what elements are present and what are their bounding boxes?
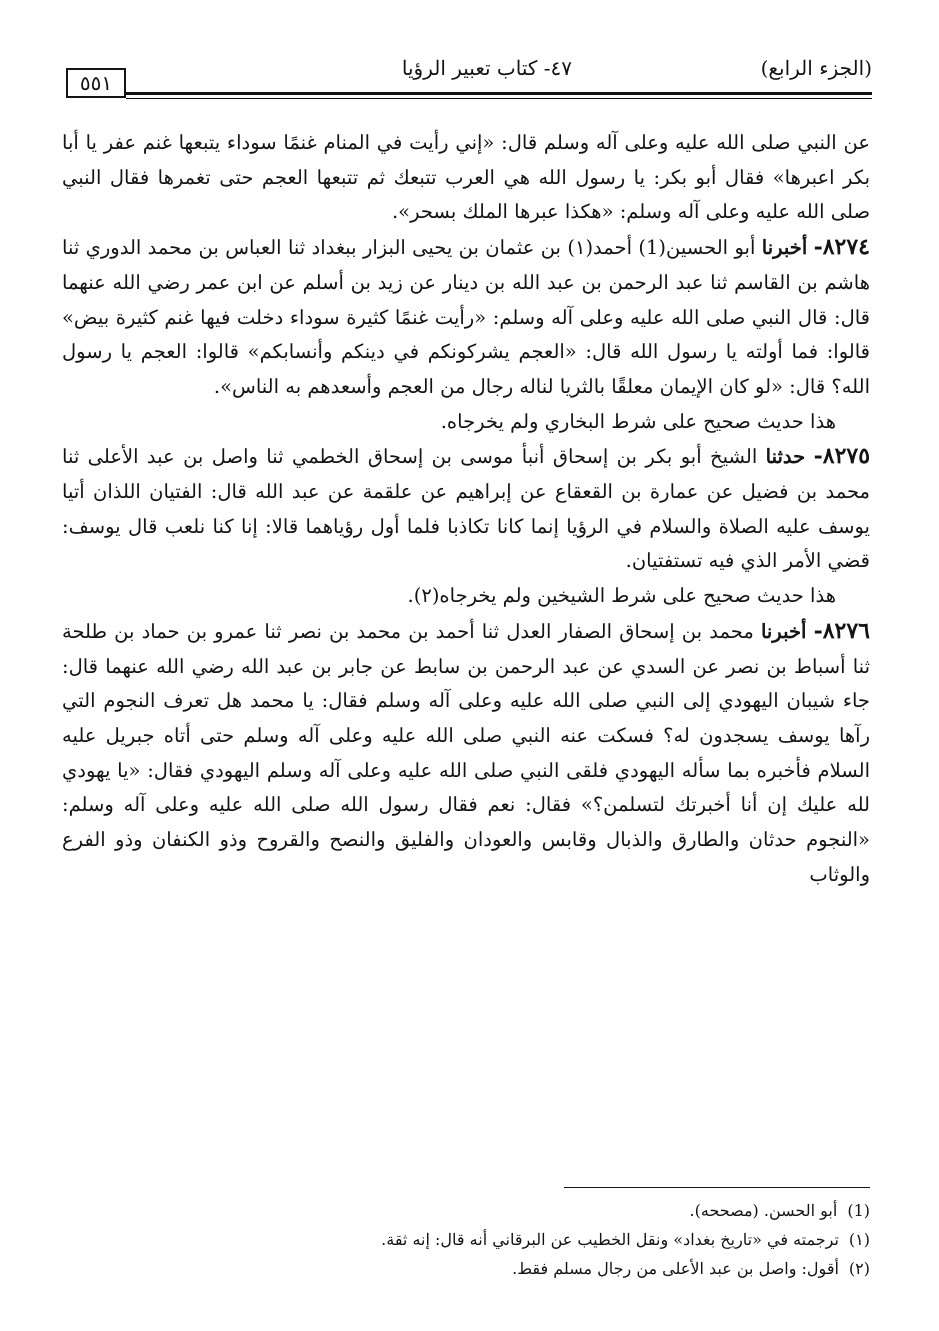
footnote-marker: (1) bbox=[847, 1201, 870, 1220]
footnote-2 bbox=[100, 1225, 870, 1254]
page-number-box bbox=[66, 68, 126, 98]
footnote-separator bbox=[564, 1187, 870, 1188]
header-book-title: ٤٧- كتاب تعبير الرؤيا bbox=[401, 56, 572, 80]
hadith-text: الشيخ أبو بكر بن إسحاق أنبأ موسى بن إسحاق الخطمي ثنا واصل بن عبد الأعلى ثنا محمد بن فضيل عن عمارة بن القعقاع عن إبراهيم عن علقمة عن عبد الله قال: الفتيان اللذان أتيا يوسف عليه الصلاة والسلام في الرؤيا إنما كانا تكاذبا فلما أول رؤياهما قالا: إنا كنا نلعب قال يوسف: قضي الأمر الذي فيه تستفتيان. bbox=[62, 445, 870, 573]
hadith-number: ٨٢٧٥- bbox=[813, 443, 871, 470]
hadith-text: أبو الحسين(1) أحمد(١) بن عثمان بن يحيى البزار ببغداد ثنا العباس بن محمد الدوري ثنا هاشم بن القاسم ثنا عبد الرحمن بن عبد الله بن دينار عن زيد بن أسلم عن ابن عمر رضي الله عنهما قال: قال النبي صلى الله عليه وعلى آله وسلم: «رأيت غنمًا كثيرة سوداء دخلت فيها غنم كثيرة بيض» قالوا: فما أولته يا رسول الله قال: «العجم يشركونكم في دينكم وأنسابكم» قالوا: العجم يا رسول الله؟ قال: «لو كان الإيمان معلقًا بالثريا لناله رجال من العجم وأسعدهم به الناس». bbox=[62, 236, 870, 398]
footnote-text: ترجمته في «تاريخ بغداد» ونقل الخطيب عن البرقاني أنه قال: إنه ثقة. bbox=[381, 1230, 839, 1249]
header-part-label: (الجزء الرابع) bbox=[760, 56, 872, 80]
header-rule-thin bbox=[126, 98, 872, 99]
hadith-number: ٨٢٧٤- bbox=[813, 234, 870, 261]
hadith-keyword: أخبرنا bbox=[761, 236, 808, 260]
footnote-marker: (١) bbox=[848, 1230, 870, 1249]
hadith-number: ٨٢٧٦- bbox=[813, 617, 870, 644]
hadith-8276 bbox=[62, 614, 870, 893]
page-number: ٥٥١ bbox=[79, 71, 113, 95]
footnote-3 bbox=[100, 1254, 870, 1283]
paragraph-continuation: عن النبي صلى الله عليه وعلى آله وسلم قال: «إني رأيت في المنام غنمًا سوداء يتبعها غنم عفر يا أبا بكر اعبرها» فقال أبو بكر: يا رسول الله هي العرب تتبعك ثم تتبعها العجم حتى تغمرها فقال النبي صلى الله عليه وعلى آله وسلم: «هكذا عبرها الملك بسحر». bbox=[62, 131, 870, 224]
hadith-keyword: أخبرنا bbox=[760, 619, 807, 643]
footnote-text: أقول: واصل بن عبد الأعلى من رجال مسلم فقط. bbox=[512, 1259, 839, 1278]
hadith-text: محمد بن إسحاق الصفار العدل ثنا أحمد بن محمد بن نصر ثنا عمرو بن حماد بن طلحة ثنا أسباط بن نصر عن السدي عن عبد الرحمن بن سابط عن جابر بن عبد الله رضي الله عنهما قال: جاء شيبان اليهودي إلى النبي صلى الله عليه وعلى آله وسلم فقال: يا محمد هل تعرف النجوم التي رآها يوسف يسجدون له؟ فسكت عنه النبي صلى الله عليه وعلى آله وسلم حتى أتاه جبريل عليه السلام فأخبره بما سأله اليهودي فلقى النبي صلى الله عليه وعلى آله وسلم اليهودي فقال: «يا يهودي لله عليك إن أنا أخبرتك لتسلمن؟» فقال: نعم فقال رسول الله صلى الله عليه وعلى آله وسلم: «النجوم حدثان والطارق والذبال وقابس والعودان والفليق والنصح والقروح وذو الكنفان وذو الفرع والوثاب bbox=[62, 619, 870, 886]
running-header bbox=[60, 46, 872, 96]
hadith-8274 bbox=[62, 230, 870, 405]
footnote-text: أبو الحسن. (مصححه). bbox=[689, 1201, 838, 1220]
hadith-8275 bbox=[62, 439, 870, 579]
main-text bbox=[62, 126, 870, 892]
footnote-marker: (٢) bbox=[848, 1259, 870, 1278]
grading-note: هذا حديث صحيح على شرط الشيخين ولم يخرجاه(٢). bbox=[407, 584, 836, 608]
header-rule-thick bbox=[126, 92, 872, 95]
footnotes bbox=[100, 1196, 870, 1283]
footnote-1 bbox=[100, 1196, 870, 1225]
grading-note: هذا حديث صحيح على شرط البخاري ولم يخرجاه. bbox=[440, 409, 836, 433]
hadith-keyword: حدثنا bbox=[765, 445, 806, 469]
